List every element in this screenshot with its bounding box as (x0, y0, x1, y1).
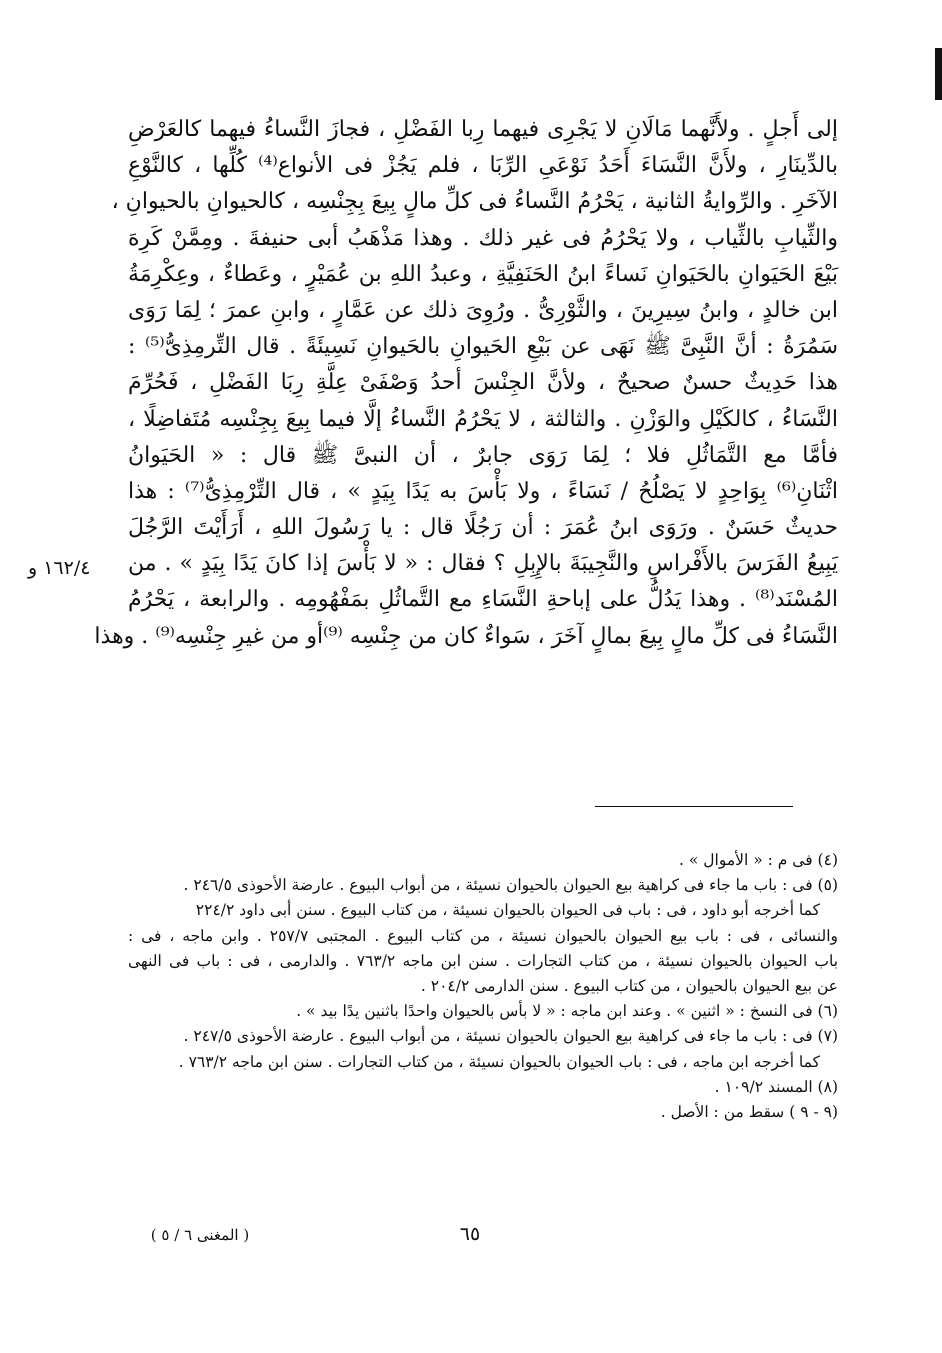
main-text-line: والثِّيابِ بالثِّياب ، ولا يَحْرُمُ فى غير ذلك . وهذا مَذْهَبُ أبى حنيفةَ . ومِمَّنْ كَرِهَ (128, 225, 838, 251)
book-volume-reference: ( المغنى ٦ / ٥ ) (150, 1226, 250, 1244)
footnote: (٤) فى م : « الأموال » . (679, 851, 838, 869)
footnote: (٦) فى النسخ : « اثنين » . وعند ابن ماجه : « لا بأس بالحيوان واحدًا باثنين يدًا بيد » . (296, 1002, 838, 1021)
main-text-line: النَّسَاءُ ، كالكَيْلِ والوَزْنِ . والثالثة ، لا يَحْرُمُ النَّساءُ إلَّا فيما بِيعَ بِجِنْسِه مُتَفاضِلًا ، (128, 406, 838, 432)
main-text-line: حديثٌ حَسَنٌ . ورَوَى ابنُ عُمَرَ : أن رَجُلًا قال : يا رَسُولَ اللهِ ، أَرَأَيْتَ الرَّجُلَ (128, 515, 838, 541)
page-number: ٦٥ (459, 1223, 481, 1245)
footnote: (٨) المسند ١٠٩/٢ . (714, 1077, 838, 1096)
footnote: كما أخرجه أبو داود ، فى : باب فى الحيوان بالحيوان نسيئة ، من كتاب البيوع . سنن أبى داود ٢٢٤/٢ (195, 901, 820, 920)
main-text-line: إلى أَجلٍ . ولأَنَّهما مَالَانِ لا يَجْرِى فيهما رِبا الفَضْلِ ، فجازَ النَّساءُ فيهما كالعَرْضِ (128, 117, 838, 142)
footnote: (٥) فى : باب ما جاء فى كراهية بيع الحيوان بالحيوان نسيئة ، من أبواب البيوع . عارضة الأحوذى ٢٤٦/٥ . (183, 876, 838, 895)
footnote: (٩ - ٩ ) سقط من : الأصل . (660, 1102, 838, 1121)
footnote: (٧) فى : باب ما جاء فى كراهية بيع الحيوان بالحيوان نسيئة ، من أبواب البيوع . عارضة الأحوذى ٢٤٧/٥ . (183, 1027, 838, 1046)
main-text-line: بالدِّينَارِ ، ولأَنَّ النَّسَاءَ أَحَدُ نَوْعَىِ الرِّبَا ، فلم يَجُزْ فى الأنواع⁽⁴⁾ كُلِّها ، كالنَّوْعِ (128, 153, 838, 179)
manuscript-folio-note: ١٦٢/٤ و (28, 557, 91, 579)
main-text-line: المُسْنَد⁽⁸⁾ . وهذا يَدُلُّ على إباحةِ النَّسَاءِ مع التَّماثُلِ بمَفْهُومِه . والرابعة ، يَحْرُمُ (128, 587, 838, 613)
footnote: باب الحيوان بالحيوان نسيئة ، من كتاب التجارات . سنن ابن ماجه ٧٦٣/٢ . والدارمى ، فى : باب فى النهى (128, 951, 839, 970)
main-text-line: بَيْعَ الحَيَوانِ بالحَيَوانِ نَساءً ابنُ الحَنَفِيَّةِ ، وعبدُ اللهِ بن عُمَيْرٍ ، وعَطاءٌ ، وعِكْرِمَةُ (128, 261, 838, 287)
footnote: عن بيع الحيوان بالحيوان ، من كتاب البيوع . سنن الدارمى ٢٠٤/٢ . (420, 976, 838, 995)
footnote-divider (595, 806, 793, 807)
main-text-block (94, 112, 838, 655)
main-text-line: النَّسَاءُ فى كلِّ مالٍ بِيعَ بمالٍ آخَرَ ، سَواءٌ كان من جِنْسِه ⁽⁹⁾أو من غيرِ جِنْسِه⁽⁹⁾ . وهذا (94, 623, 838, 649)
main-text-line: فأمَّا مع التَّمَاثُلِ فلا ؛ لِمَا رَوَى جابرٌ ، أن النبىَّ ﷺ قال : « الحَيَوانُ (128, 442, 838, 468)
footnotes-block (128, 848, 838, 1125)
page-edge-mark (935, 48, 942, 100)
main-text-line: سَمُرَةُ : أنَّ النَّبِىَّ ﷺ نَهَى عن بَيْعِ الحَيوانِ بالحَيوانِ نَسِيئَةً . قال التِّرمِذِىُّ⁽⁵⁾ : (128, 334, 838, 360)
footnote: كما أخرجه ابن ماجه ، فى : باب الحيوان بالحيوان نسيئة ، من كتاب التجارات . سنن ابن ماجه ٧٦٣/٢ . (178, 1052, 820, 1071)
main-text-line: يَبِيعُ الفَرَسَ بالأَفْراسِ والنَّجِيبَةَ بالإِبِلِ ؟ فقال : « لا بَأْسَ إذا كانَ يَدًا بِيَدٍ » . من (128, 551, 838, 577)
main-text-line: هذا حَدِيثٌ حسنٌ صحيحٌ ، ولأنَّ الجِنْسَ أحدُ وَصْفَىْ عِلَّةِ رِبَا الفَضْلِ ، فَحُرِّمَ (128, 370, 838, 396)
main-text-line: ابن خالدٍ ، وابنُ سِيرِينَ ، والثَّوْرِىُّ . ورُوِىَ ذلك عن عَمَّارٍ ، وابنِ عمرَ ؛ لِمَا رَوَى (128, 297, 838, 323)
main-text-line: الآخَرِ . والرِّوايةُ الثانية ، يَحْرُمُ النَّساءُ فى كلِّ مالٍ بِيعَ بِجِنْسِه ، كالحيوانِ بالحيوانِ ، (111, 189, 838, 215)
main-text-line: اثْنَانِ⁽⁶⁾ بِوَاحِدٍ لا يَصْلُحُ / نَسَاءً ، ولا بَأْسَ به يَدًا بِيَدٍ » ، قال التِّرْمِذِىُّ⁽⁷⁾ : هذا (128, 478, 838, 504)
footnote: والنسائى ، فى : باب بيع الحيوان بالحيوان نسيئة ، من كتاب البيوع . المجتبى ٢٥٧/٧ . وابن ماجه ، فى : (128, 926, 838, 945)
